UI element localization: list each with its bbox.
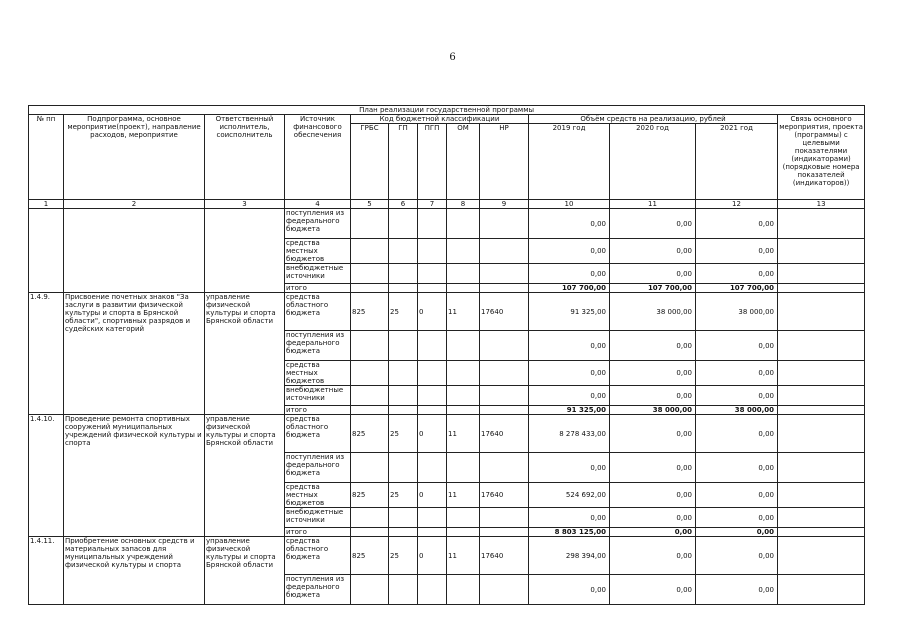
amount-cell: 0,00 (610, 453, 696, 483)
header-num: № пп (29, 115, 64, 200)
code-nr-cell (480, 239, 529, 264)
indicator-link-cell (778, 406, 865, 415)
code-pgp-cell (418, 239, 447, 264)
code-grbs-cell (351, 453, 389, 483)
source-cell: поступления из федерального бюджета (285, 453, 351, 483)
amount-cell: 0,00 (610, 209, 696, 239)
code-grbs-cell (351, 239, 389, 264)
header-2020: 2020 год (610, 124, 696, 200)
indicator-link-cell (778, 239, 865, 264)
code-nr-cell (480, 528, 529, 537)
code-nr-cell (480, 284, 529, 293)
source-cell: итого (285, 528, 351, 537)
code-om-cell (447, 264, 480, 284)
amount-cell: 0,00 (696, 386, 778, 406)
indicator-link-cell (778, 575, 865, 605)
code-pgp-cell (418, 528, 447, 537)
code-gp-cell (389, 406, 418, 415)
code-grbs-cell (351, 528, 389, 537)
page-number: 6 (449, 52, 456, 63)
amount-cell: 0,00 (529, 575, 610, 605)
amount-cell: 38 000,00 (696, 406, 778, 415)
code-gp-cell: 25 (389, 415, 418, 453)
code-pgp-cell: 0 (418, 415, 447, 453)
code-gp-cell (389, 284, 418, 293)
code-gp-cell: 25 (389, 483, 418, 508)
amount-cell: 38 000,00 (610, 406, 696, 415)
amount-cell: 0,00 (529, 508, 610, 528)
code-gp-cell (389, 386, 418, 406)
amount-cell: 0,00 (696, 415, 778, 453)
source-cell: итого (285, 284, 351, 293)
source-cell: внебюджетные источники (285, 508, 351, 528)
amount-cell: 0,00 (529, 453, 610, 483)
indicator-link-cell (778, 453, 865, 483)
indicator-link-cell (778, 508, 865, 528)
table-row (29, 293, 865, 331)
code-pgp-cell (418, 361, 447, 386)
amount-cell: 0,00 (696, 528, 778, 537)
code-pgp-cell (418, 453, 447, 483)
amount-cell: 0,00 (610, 575, 696, 605)
amount-cell: 0,00 (610, 331, 696, 361)
row-number-cell (29, 209, 64, 293)
source-cell: поступления из федерального бюджета (285, 209, 351, 239)
amount-cell: 0,00 (610, 386, 696, 406)
header-gp: ГП (389, 124, 418, 200)
amount-cell: 0,00 (610, 415, 696, 453)
source-cell: поступления из федерального бюджета (285, 331, 351, 361)
table-title: План реализации государственной программы (29, 106, 865, 115)
code-nr-cell: 17640 (480, 293, 529, 331)
source-cell: поступления из федерального бюджета (285, 575, 351, 605)
column-number: 3 (205, 200, 285, 209)
header-responsible: Ответственный исполнитель, соисполнитель (205, 115, 285, 200)
code-pgp-cell (418, 264, 447, 284)
header-grbs: ГРБС (351, 124, 389, 200)
amount-cell: 524 692,00 (529, 483, 610, 508)
code-gp-cell (389, 331, 418, 361)
code-nr-cell (480, 361, 529, 386)
amount-cell: 8 278 433,00 (529, 415, 610, 453)
code-grbs-cell (351, 361, 389, 386)
header-budget-code-group: Код бюджетной классификации (351, 115, 529, 124)
amount-cell: 0,00 (610, 361, 696, 386)
source-cell: средства местных бюджетов (285, 361, 351, 386)
amount-cell: 0,00 (610, 264, 696, 284)
code-gp-cell (389, 528, 418, 537)
code-grbs-cell: 825 (351, 483, 389, 508)
code-om-cell (447, 575, 480, 605)
indicator-link-cell (778, 209, 865, 239)
responsible-cell (205, 209, 285, 293)
code-gp-cell (389, 575, 418, 605)
code-nr-cell (480, 453, 529, 483)
code-pgp-cell (418, 508, 447, 528)
indicator-link-cell (778, 293, 865, 331)
amount-cell: 0,00 (696, 453, 778, 483)
code-nr-cell: 17640 (480, 415, 529, 453)
column-number: 2 (64, 200, 205, 209)
code-nr-cell (480, 209, 529, 239)
code-grbs-cell (351, 209, 389, 239)
code-grbs-cell: 825 (351, 415, 389, 453)
column-number: 11 (610, 200, 696, 209)
amount-cell: 0,00 (696, 575, 778, 605)
code-om-cell: 11 (447, 415, 480, 453)
code-pgp-cell (418, 386, 447, 406)
code-nr-cell: 17640 (480, 483, 529, 508)
column-number: 6 (389, 200, 418, 209)
measure-name-cell: Проведение ремонта спортивных сооружений муниципальных учреждений физической культуры и спорта (64, 415, 205, 537)
table-row (29, 537, 865, 575)
indicator-link-cell (778, 528, 865, 537)
column-number: 12 (696, 200, 778, 209)
column-number: 9 (480, 200, 529, 209)
source-cell: средства местных бюджетов (285, 483, 351, 508)
amount-cell: 0,00 (610, 508, 696, 528)
column-number: 5 (351, 200, 389, 209)
measure-name-cell (64, 209, 205, 293)
code-pgp-cell (418, 575, 447, 605)
code-om-cell (447, 331, 480, 361)
code-nr-cell (480, 508, 529, 528)
code-grbs-cell (351, 386, 389, 406)
header-sources: Источник финансового обеспечения (285, 115, 351, 200)
code-grbs-cell (351, 331, 389, 361)
code-gp-cell (389, 453, 418, 483)
amount-cell: 298 394,00 (529, 537, 610, 575)
code-grbs-cell (351, 264, 389, 284)
indicator-link-cell (778, 361, 865, 386)
program-plan-table (28, 105, 865, 605)
code-om-cell: 11 (447, 293, 480, 331)
code-om-cell (447, 361, 480, 386)
amount-cell: 0,00 (529, 331, 610, 361)
code-gp-cell (389, 508, 418, 528)
code-om-cell (447, 386, 480, 406)
code-grbs-cell (351, 508, 389, 528)
column-number: 13 (778, 200, 865, 209)
amount-cell: 8 803 125,00 (529, 528, 610, 537)
amount-cell: 0,00 (610, 528, 696, 537)
amount-cell: 0,00 (696, 331, 778, 361)
code-gp-cell (389, 361, 418, 386)
amount-cell: 0,00 (696, 264, 778, 284)
code-gp-cell (389, 264, 418, 284)
code-om-cell (447, 508, 480, 528)
code-om-cell (447, 239, 480, 264)
code-om-cell (447, 209, 480, 239)
header-om: ОМ (447, 124, 480, 200)
responsible-cell: управление физической культуры и спорта Брянской области (205, 293, 285, 415)
header-2021: 2021 год (696, 124, 778, 200)
code-grbs-cell: 825 (351, 293, 389, 331)
amount-cell: 0,00 (696, 209, 778, 239)
header-nr: НР (480, 124, 529, 200)
source-cell: итого (285, 406, 351, 415)
code-grbs-cell: 825 (351, 537, 389, 575)
row-number-cell: 1.4.11. (29, 537, 64, 605)
header-pgp: ПГП (418, 124, 447, 200)
indicator-link-cell (778, 284, 865, 293)
column-number: 7 (418, 200, 447, 209)
amount-cell: 91 325,00 (529, 406, 610, 415)
code-gp-cell (389, 239, 418, 264)
code-pgp-cell: 0 (418, 537, 447, 575)
amount-cell: 0,00 (529, 361, 610, 386)
code-om-cell: 11 (447, 483, 480, 508)
amount-cell: 0,00 (529, 386, 610, 406)
code-grbs-cell (351, 284, 389, 293)
code-pgp-cell: 0 (418, 293, 447, 331)
amount-cell: 107 700,00 (529, 284, 610, 293)
amount-cell: 0,00 (696, 508, 778, 528)
amount-cell: 0,00 (696, 483, 778, 508)
measure-name-cell: Присвоение почетных знаков "За заслуги в развитии физической культуры и спорта в Брянской области", спортивных разрядов и судейских категорий (64, 293, 205, 415)
amount-cell: 0,00 (529, 209, 610, 239)
header-subprogram: Подпрограмма, основное мероприятие(проект), направление расходов, мероприятие (64, 115, 205, 200)
amount-cell: 0,00 (529, 264, 610, 284)
amount-cell: 0,00 (696, 239, 778, 264)
responsible-cell: управление физической культуры и спорта Брянской области (205, 415, 285, 537)
indicator-link-cell (778, 264, 865, 284)
code-nr-cell (480, 386, 529, 406)
code-grbs-cell (351, 575, 389, 605)
code-om-cell (447, 406, 480, 415)
amount-cell: 38 000,00 (610, 293, 696, 331)
amount-cell: 0,00 (696, 361, 778, 386)
column-number: 8 (447, 200, 480, 209)
code-nr-cell (480, 264, 529, 284)
code-om-cell (447, 453, 480, 483)
code-om-cell (447, 528, 480, 537)
indicator-link-cell (778, 415, 865, 453)
code-gp-cell: 25 (389, 537, 418, 575)
row-number-cell: 1.4.9. (29, 293, 64, 415)
code-pgp-cell (418, 406, 447, 415)
code-nr-cell (480, 406, 529, 415)
indicator-link-cell (778, 537, 865, 575)
source-cell: средства областного бюджета (285, 415, 351, 453)
amount-cell: 107 700,00 (610, 284, 696, 293)
header-volume-group: Объём средств на реализацию, рублей (529, 115, 778, 124)
amount-cell: 107 700,00 (696, 284, 778, 293)
code-om-cell: 11 (447, 537, 480, 575)
source-cell: средства местных бюджетов (285, 239, 351, 264)
code-grbs-cell (351, 406, 389, 415)
header-link: Связь основного мероприятия, проекта (программы) с целевыми показателями (индикаторами) (порядковые номера показателей (индикаторов)) (778, 115, 865, 200)
code-nr-cell (480, 331, 529, 361)
table-row (29, 209, 865, 239)
code-pgp-cell (418, 331, 447, 361)
row-number-cell: 1.4.10. (29, 415, 64, 537)
amount-cell: 0,00 (610, 239, 696, 264)
code-pgp-cell: 0 (418, 483, 447, 508)
header-2019: 2019 год (529, 124, 610, 200)
table-row (29, 415, 865, 453)
responsible-cell: управление физической культуры и спорта Брянской области (205, 537, 285, 605)
amount-cell: 0,00 (610, 483, 696, 508)
source-cell: средства областного бюджета (285, 537, 351, 575)
column-number: 10 (529, 200, 610, 209)
code-nr-cell (480, 575, 529, 605)
code-pgp-cell (418, 209, 447, 239)
amount-cell: 0,00 (610, 537, 696, 575)
column-number: 4 (285, 200, 351, 209)
amount-cell: 0,00 (696, 537, 778, 575)
amount-cell: 91 325,00 (529, 293, 610, 331)
code-om-cell (447, 284, 480, 293)
code-pgp-cell (418, 284, 447, 293)
source-cell: внебюджетные источники (285, 264, 351, 284)
source-cell: средства областного бюджета (285, 293, 351, 331)
amount-cell: 0,00 (529, 239, 610, 264)
source-cell: внебюджетные источники (285, 386, 351, 406)
code-nr-cell: 17640 (480, 537, 529, 575)
code-gp-cell (389, 209, 418, 239)
amount-cell: 38 000,00 (696, 293, 778, 331)
code-gp-cell: 25 (389, 293, 418, 331)
indicator-link-cell (778, 386, 865, 406)
indicator-link-cell (778, 483, 865, 508)
measure-name-cell: Приобретение основных средств и материальных запасов для муниципальных учреждений физической культуры и спорта (64, 537, 205, 605)
column-number: 1 (29, 200, 64, 209)
indicator-link-cell (778, 331, 865, 361)
